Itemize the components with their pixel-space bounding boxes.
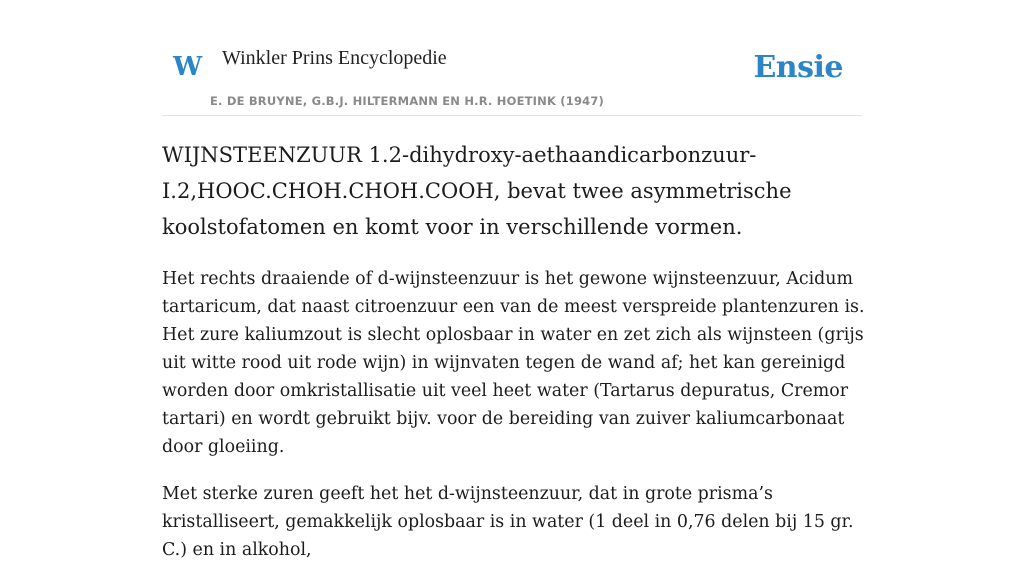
article-body — [162, 137, 872, 564]
publication-authors: E. DE BRUYNE, G.B.J. HILTERMANN EN H.R. HOETINK (1947) — [210, 94, 605, 108]
header — [162, 40, 862, 116]
article-lead: WIJNSTEENZUUR 1.2-dihydroxy-aethaandicarbonzuur-I.2,HOOC.CHOH.CHOH.COOH, bevat twee asymmetrische koolstofatomen en komt voor in verschillende vormen. — [162, 143, 792, 239]
ensie-logo[interactable]: Ensie — [753, 50, 843, 85]
article-paragraph: Het rechts draaiende of d-wijnsteenzuur is het gewone wijnsteenzuur, Acidum tartaricum, dat naast citroenzuur een van de meest verspreide plantenzuren is. Het zure kaliumzout is slecht oplosbaar in water en zet zich als wijnsteen (grijs uit witte rood uit rode wijn) in wijnvaten tegen de wand af; het kan gereinigd worden door omkristallisatie uit veel heet water (Tartarus depuratus, Cremor tartari) en wordt gebruikt bijv. voor de bereiding van zuiver kaliumcarbonaat door gloeiing. — [162, 269, 865, 457]
publication-title[interactable]: Winkler Prins Encyclopedie — [222, 47, 447, 69]
article-paragraph: Met sterke zuren geeft het het d-wijnsteenzuur, dat in grote prisma’s kristalliseert, gemakkelijk oplosbaar is in water (1 deel in 0,76 delen bij 15 gr. C.) en in alkohol, — [162, 484, 854, 560]
winkler-prins-logo[interactable]: W — [173, 52, 203, 82]
